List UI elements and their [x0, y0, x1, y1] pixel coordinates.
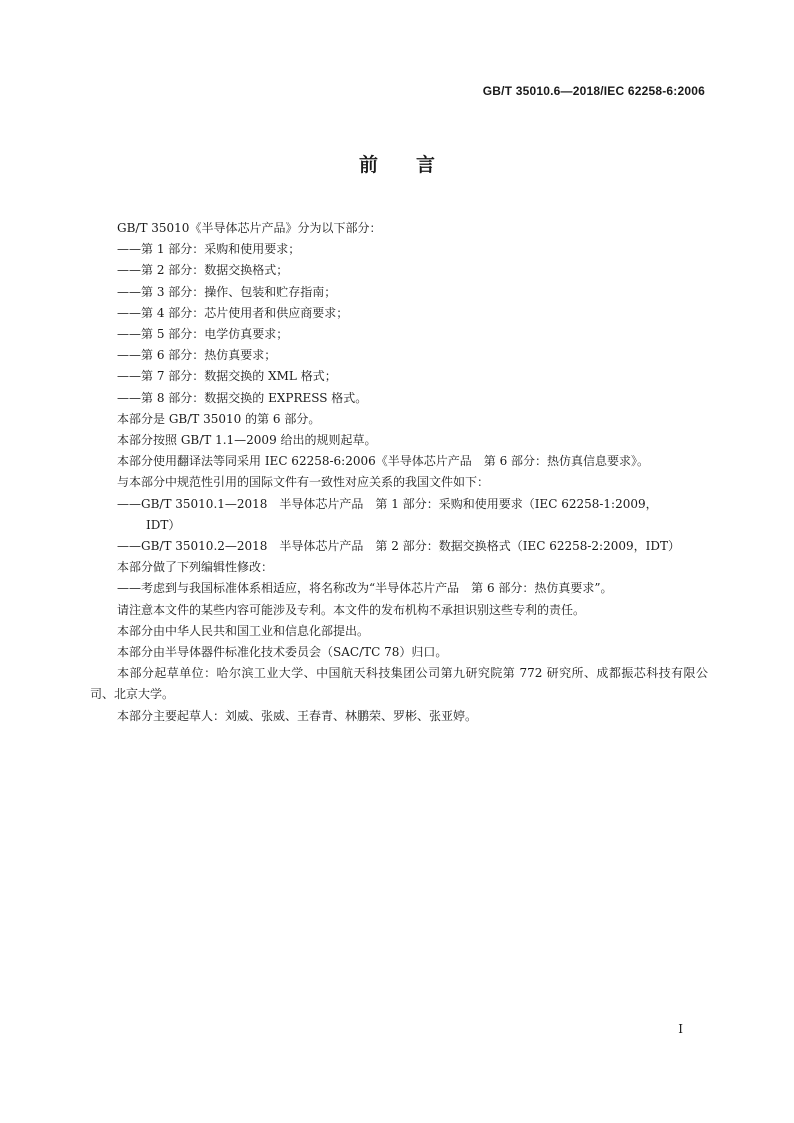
- paragraph: 本部分由半导体器件标准化技术委员会（SAC/TC 78）归口。: [117, 645, 448, 660]
- part-list-item: ——第 8 部分：数据交换的 EXPRESS 格式。: [117, 390, 368, 405]
- parts-intro: GB/T 35010《半导体芯片产品》分为以下部分：: [117, 221, 382, 235]
- page-number: I: [678, 1022, 683, 1036]
- part-list-item: ——第 7 部分：数据交换的 XML 格式；: [117, 369, 337, 384]
- paragraph: 本部分使用翻译法等同采用 IEC 62258-6:2006《半导体芯片产品 第 6 部分：热仿真信息要求》。: [117, 454, 650, 469]
- part-list-item: ——第 5 部分：电学仿真要求；: [117, 327, 289, 342]
- standard-code-header: GB/T 35010.6—2018/IEC 62258-6:2006: [482, 84, 705, 98]
- part-list-item: ——第 4 部分：芯片使用者和供应商要求；: [117, 305, 349, 320]
- part-list-item: ——第 3 部分：操作、包装和贮存指南；: [117, 284, 337, 299]
- modification-list-item: ——考虑到与我国标准体系相适应，将名称改为“半导体芯片产品 第 6 部分：热仿真要求”。: [117, 581, 613, 596]
- part-list-item: ——第 1 部分：采购和使用要求；: [117, 242, 301, 257]
- paragraph: 与本部分中规范性引用的国际文件有一致性对应关系的我国文件如下：: [117, 475, 490, 490]
- reference-list-item: ——GB/T 35010.1—2018 半导体芯片产品 第 1 部分：采购和使用要求（IEC 62258-1:2009，: [117, 496, 658, 511]
- paragraph: 本部分做了下列编辑性修改：: [117, 560, 274, 575]
- foreword-body: [90, 218, 708, 727]
- paragraph: 本部分是 GB/T 35010 的第 6 部分。: [117, 411, 321, 426]
- part-list-item: ——第 6 部分：热仿真要求；: [117, 348, 277, 363]
- patent-notice: 请注意本文件的某些内容可能涉及专利。本文件的发布机构不承担识别这些专利的责任。: [117, 602, 586, 617]
- paragraph: 本部分由中华人民共和国工业和信息化部提出。: [117, 623, 370, 638]
- reference-list-item: ——GB/T 35010.2—2018 半导体芯片产品 第 2 部分：数据交换格式（IEC 62258-2:2009，IDT）: [117, 539, 681, 554]
- drafters: 本部分主要起草人：刘威、张威、王春青、林鹏荣、罗彬、张亚婷。: [117, 708, 478, 723]
- paragraph: 本部分按照 GB/T 1.1—2009 给出的规则起草。: [117, 433, 377, 448]
- drafting-units: 本部分起草单位：哈尔滨工业大学、中国航天科技集团公司第九研究院第 772 研究所、成都振芯科技有限公司、北京大学。: [90, 666, 708, 702]
- page-title: 前言: [358, 154, 473, 176]
- reference-list-item-continuation: IDT）: [146, 517, 181, 532]
- part-list-item: ——第 2 部分：数据交换格式；: [117, 263, 289, 278]
